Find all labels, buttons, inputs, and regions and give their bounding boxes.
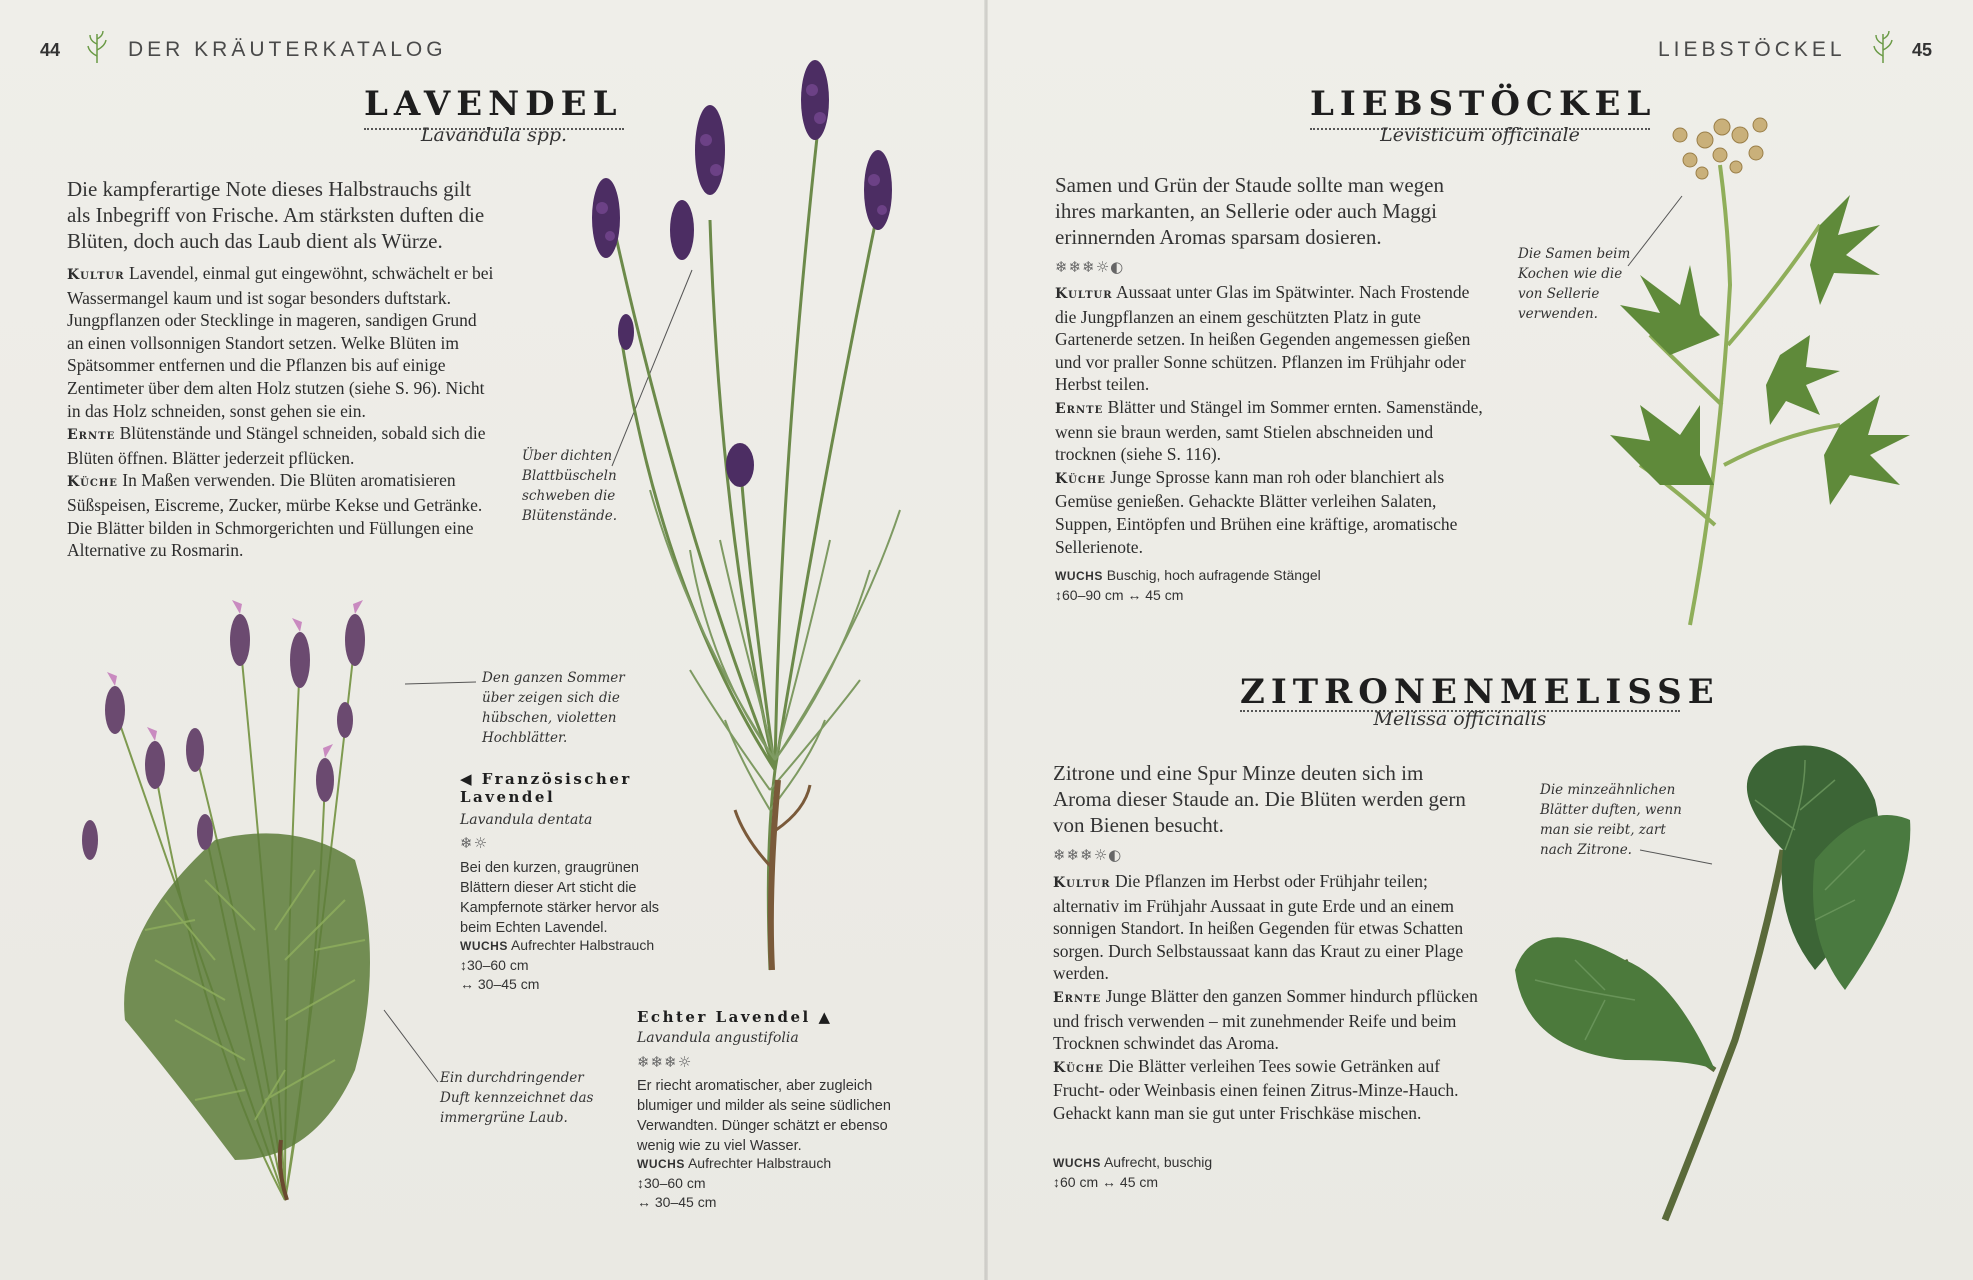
label-wuchs-french: WUCHS xyxy=(460,939,508,953)
latin-french-lavender: Lavandula dentata xyxy=(460,812,593,828)
label-wuchs-melisse: WUCHS xyxy=(1053,1156,1101,1170)
text-kultur: Aussaat unter Glas im Spätwinter. Nach Frostende die Jungpflanzen an einem geschützten Platz in gute Gartenerde setzen. In heißen Gegenden angemessen gießen und vor praller Sonne schützen. Pflanzen im Frühjahr oder Herbst teilen. xyxy=(1055,282,1471,395)
herb-sprig-icon xyxy=(84,30,110,64)
caption-leaves: Ein durchdringender Duft kennzeichnet das immergrüne Laub. xyxy=(440,1070,594,1126)
page-number-right: 45 xyxy=(1912,40,1933,60)
wuchs-melisse: Aufrecht, buschig xyxy=(1103,1154,1213,1170)
width-french: ↔ 30–45 cm xyxy=(460,976,540,992)
page-title-lavendel: LAVENDEL xyxy=(364,84,623,124)
intro-zitronenmelisse: Zitrone und eine Spur Minze deuten sich im Aroma dieser Staude an. Die Blüten werden gern von Bienen besucht. xyxy=(1053,761,1466,837)
page-number-left: 44 xyxy=(40,40,61,60)
label-kueche: Küche xyxy=(1053,1059,1104,1076)
growth-liebstoeckel xyxy=(1055,566,1455,605)
intro-lavendel: Die kampferartige Note dieses Halbstrauchs gilt als Inbegriff von Frische. Am stärksten duften die Blüten, doch auch das Laub dient als Würze. xyxy=(67,177,485,253)
label-kueche: Küche xyxy=(1055,470,1106,487)
size-melisse: ↕60 cm ↔ 45 cm xyxy=(1053,1174,1159,1190)
height-french: ↕30–60 cm xyxy=(460,957,529,973)
body-zitronenmelisse xyxy=(1053,870,1493,1125)
text-kueche: Junge Sprosse kann man roh oder blanchiert als Gemüse genießen. Gehackte Blätter verleihen Salaten, Suppen, Eintöpfen und Brühen eine kräftige, aromatische Sellerienote. xyxy=(1055,466,1458,557)
growth-zitronenmelisse xyxy=(1053,1153,1453,1192)
text-true-lavender: Er riecht aromatischer, aber zugleich blumiger und milder als seine südlichen Verwandten. Dünger schätzt er ebenso wenig wie zu viel Wasser. xyxy=(637,1078,891,1154)
hardiness-icons-true: ❄❄❄☼ xyxy=(637,1053,693,1071)
label-kultur: Kultur xyxy=(67,267,125,283)
text-kultur: Die Pflanzen im Herbst oder Frühjahr teilen; alternativ im Frühjahr Aussaat in gute Erde und an einem sonnigen Standort. In heißen Gegenden für etwas Schatten sorgen. Durch Selbstaussaat kann das Kraut zu einer Plage werden. xyxy=(1053,871,1464,984)
wuchs-liebstoeckel: Buschig, hoch aufragende Stängel xyxy=(1106,567,1321,583)
label-wuchs-liebstoeckel: WUCHS xyxy=(1055,569,1103,583)
lovage-illustration xyxy=(1610,105,1920,635)
latin-name-lavendel: Lavandula spp. xyxy=(420,124,568,146)
hardiness-icons-liebstoeckel: ❄❄❄☼◐ xyxy=(1055,258,1125,276)
text-ernte: Blütenstände und Stängel schneiden, sobald sich die Blüten öffnen. Blätter jederzeit pflücken. xyxy=(67,423,486,468)
label-kultur: Kultur xyxy=(1055,286,1113,302)
hardiness-icons-french: ❄☼ xyxy=(460,834,489,852)
label-ernte: Ernte xyxy=(1053,989,1102,1006)
text-french-lavender: Bei den kurzen, graugrünen Blättern dieser Art sticht die Kampfernote stärker hervor als beim Echten Lavendel. xyxy=(460,860,660,936)
subtitle-french-lavender: ◀ Französischer Lavendel xyxy=(460,770,632,806)
wuchs-french: Aufrechter Halbstrauch xyxy=(510,937,655,953)
caption-seeds: Die Samen beim Kochen wie die von Sellerie verwenden. xyxy=(1518,246,1631,322)
subtitle-true-lavender: Echter Lavendel ▲ xyxy=(637,1008,833,1026)
page-title-zitronenmelisse: ZITRONENMELISSE xyxy=(1240,672,1720,712)
intro-liebstoeckel: Samen und Grün der Staude sollte man wegen ihres markanten, an Sellerie oder auch Maggi erinnernden Aromas sparsam dosieren. xyxy=(1055,173,1444,249)
width-true: ↔ 30–45 cm xyxy=(637,1194,717,1210)
label-kultur: Kultur xyxy=(1053,875,1111,891)
text-ernte: Junge Blätter den ganzen Sommer hindurch pflücken und frisch verwenden – mit zunehmender Reife und beim Trocknen schwindet das Aroma. xyxy=(1053,985,1478,1054)
label-wuchs-true: WUCHS xyxy=(637,1157,685,1171)
herb-sprig-icon xyxy=(1870,30,1896,64)
text-ernte: Blätter und Stängel im Sommer ernten. Samenstände, wenn sie braun werden, samt Stielen abschneiden und trocknen (siehe S. 116). xyxy=(1055,396,1483,465)
height-true: ↕30–60 cm xyxy=(637,1175,706,1191)
running-head-left: DER KRÄUTERKATALOG xyxy=(128,38,447,61)
hardiness-icons-zitronenmelisse: ❄❄❄☼◐ xyxy=(1053,846,1123,864)
text-kueche: In Maßen verwenden. Die Blüten aromatisieren Süßspeisen, Eiscreme, Zucker, mürbe Kekse und Getränke. Die Blätter bilden in Schmorgerichten und Füllungen eine Alternative zu Rosmarin. xyxy=(67,470,483,561)
size-liebstoeckel: ↕60–90 cm ↔ 45 cm xyxy=(1055,587,1184,603)
growth-french-lavender xyxy=(460,936,700,994)
book-gutter xyxy=(984,0,988,1280)
body-liebstoeckel xyxy=(1055,281,1495,558)
caption-melissa-leaves: Die minzeähnlichen Blätter duften, wenn man sie reibt, zart nach Zitrone. xyxy=(1540,782,1682,858)
label-ernte: Ernte xyxy=(67,427,116,444)
caption-bracts: Den ganzen Sommer über zeigen sich die hübschen, violetten Hochblätter. xyxy=(482,670,625,746)
label-kueche: Küche xyxy=(67,474,118,491)
label-ernte: Ernte xyxy=(1055,400,1104,417)
body-lavendel xyxy=(67,262,495,562)
text-kueche: Die Blätter verleihen Tees sowie Getränken auf Frucht- oder Weinbasis einen feinen Zitrus-Minze-Hauch. Gehackt kann man sie gut unter Frischkäse mischen. xyxy=(1053,1055,1459,1123)
latin-name-liebstoeckel: Levisticum officinale xyxy=(1380,124,1580,146)
french-lavender-illustration xyxy=(55,600,435,1220)
true-lavender-illustration xyxy=(540,70,940,990)
leader-line-melissa xyxy=(0,0,1,1)
wuchs-true: Aufrechter Halbstrauch xyxy=(687,1155,832,1171)
latin-true-lavender: Lavandula angustifolia xyxy=(637,1030,799,1046)
caption-flowers: Über dichten Blattbüscheln schweben die Blütenstände. xyxy=(522,448,618,524)
latin-name-zitronenmelisse: Melissa officinalis xyxy=(1373,708,1547,730)
page-title-liebstoeckel: LIEBSTÖCKEL xyxy=(1310,84,1657,124)
growth-true-lavender xyxy=(637,1154,897,1212)
lemon-balm-illustration xyxy=(1515,740,1915,1230)
text-kultur: Lavendel, einmal gut eingewöhnt, schwächelt er bei Wassermangel kaum und ist sogar besonders duftstark. Jungpflanzen oder Stecklinge in mageren, sandigen Grund an einen vollsonnigen Standort setzen. Welke Blüten im Spätsommer entfernen und die Pflanzen bis auf einige Zentimeter über dem alten Holz stutzen (siehe S. 96). Nicht in das Holz schneiden, sonst gehen sie ein. xyxy=(67,263,494,421)
running-head-right: LIEBSTÖCKEL xyxy=(1658,38,1846,61)
